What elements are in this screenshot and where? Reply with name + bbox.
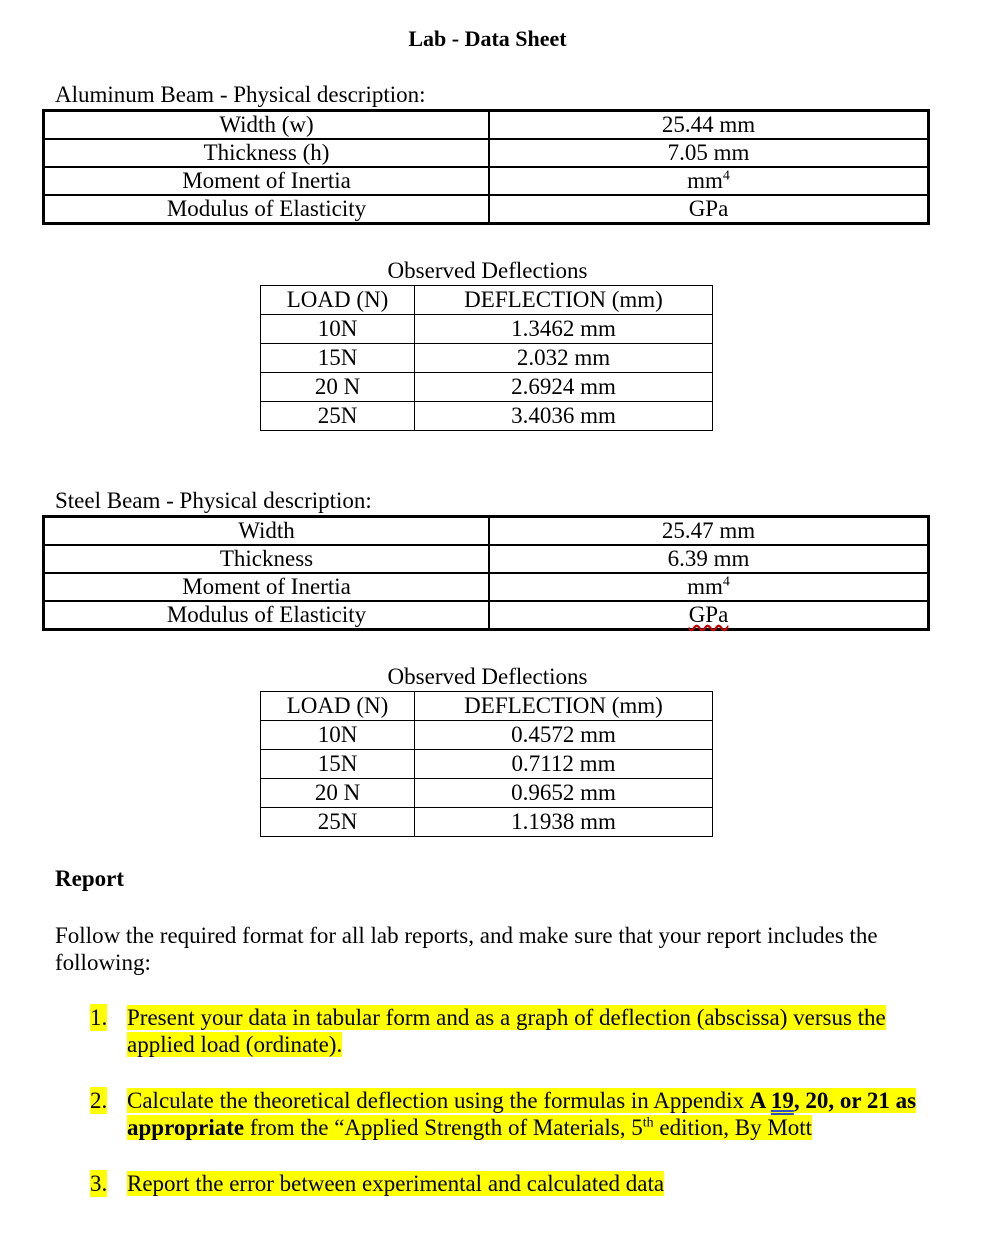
steel-modulus-unit: GPa [688,602,729,627]
steel-thickness-label: Thickness [44,545,490,573]
table-row [44,517,929,546]
list-number: 3. [90,1171,108,1196]
list-number: 2. [90,1088,108,1113]
steel-thickness-value: 6.39 mm [489,545,929,573]
table-row [261,808,713,837]
steel-inertia-sup: 4 [722,574,730,590]
steel-obs-title: Observed Deflections [387,664,588,689]
deflection-header: DEFLECTION (mm) [415,286,713,315]
steel-physical-table [42,515,930,631]
aluminum-width-label: Width (w) [44,111,490,140]
aluminum-inertia-value [489,167,929,195]
appendix-options: , 20, or 21 as appropriate [127,1088,917,1140]
load-cell: 25N [261,808,415,837]
load-cell: 10N [261,315,415,344]
table-row [261,315,713,344]
load-header: LOAD (N) [261,286,415,315]
aluminum-inertia-unit: mm [687,168,723,193]
load-cell: 25N [261,402,415,431]
deflection-cell: 3.4036 mm [415,402,713,431]
list-item-text: Report the error between experimental and calculated data [127,1171,665,1196]
steel-width-label: Width [44,517,490,546]
aluminum-deflection-table [260,285,713,431]
steel-modulus-value [489,601,929,630]
deflection-cell: 2.032 mm [415,344,713,373]
steel-inertia-unit: mm [687,574,723,599]
table-header-row [261,692,713,721]
edition-sup: th [642,1115,654,1131]
aluminum-heading: Aluminum Beam - Physical description: [55,82,426,107]
aluminum-inertia-label: Moment of Inertia [44,167,490,195]
list-item-text-cont: from the “Applied Strength of Materials, 5 [244,1115,643,1140]
table-row [44,111,929,140]
report-heading: Report [55,866,124,891]
aluminum-modulus-label: Modulus of Elasticity [44,195,490,224]
load-cell: 15N [261,750,415,779]
table-header-row [261,286,713,315]
load-cell: 10N [261,721,415,750]
deflection-cell: 0.4572 mm [415,721,713,750]
deflection-cell: 0.9652 mm [415,779,713,808]
deflection-cell: 2.6924 mm [415,373,713,402]
table-row [44,601,929,630]
steel-deflection-table [260,691,713,837]
table-row [261,373,713,402]
deflection-cell: 1.3462 mm [415,315,713,344]
load-cell: 15N [261,344,415,373]
appendix-number: 19 [770,1088,794,1113]
table-row [261,750,713,779]
table-row [44,139,929,167]
aluminum-obs-title: Observed Deflections [387,258,588,283]
page-title: Lab - Data Sheet [408,26,567,51]
steel-width-value: 25.47 mm [489,517,929,546]
table-row [44,545,929,573]
list-item-text: Present your data in tabular form and as a graph of deflection (abscissa) versus the applied load (ordinate). [127,1005,886,1057]
table-row [261,344,713,373]
appendix-letter: A [749,1088,771,1113]
steel-heading: Steel Beam - Physical description: [55,488,372,513]
aluminum-width-value: 25.44 mm [489,111,929,140]
table-row [261,721,713,750]
report-intro: Follow the required format for all lab reports, and make sure that your report includes the following: [55,923,878,975]
steel-inertia-value [489,573,929,601]
steel-inertia-label: Moment of Inertia [44,573,490,601]
table-row [261,779,713,808]
load-cell: 20 N [261,373,415,402]
list-item-text-end: edition, By Mott [653,1115,813,1140]
steel-modulus-label: Modulus of Elasticity [44,601,490,630]
list-item-text: Calculate the theoretical deflection using the formulas in Appendix [127,1088,750,1113]
aluminum-thickness-label: Thickness (h) [44,139,490,167]
table-row [44,195,929,224]
list-number: 1. [90,1005,108,1030]
load-header: LOAD (N) [261,692,415,721]
aluminum-thickness-value: 7.05 mm [489,139,929,167]
aluminum-inertia-sup: 4 [722,168,730,184]
table-row [44,573,929,601]
aluminum-modulus-value: GPa [489,195,929,224]
aluminum-physical-table [42,109,930,225]
deflection-cell: 0.7112 mm [415,750,713,779]
table-row [261,402,713,431]
deflection-header: DEFLECTION (mm) [415,692,713,721]
table-row [44,167,929,195]
load-cell: 20 N [261,779,415,808]
deflection-cell: 1.1938 mm [415,808,713,837]
